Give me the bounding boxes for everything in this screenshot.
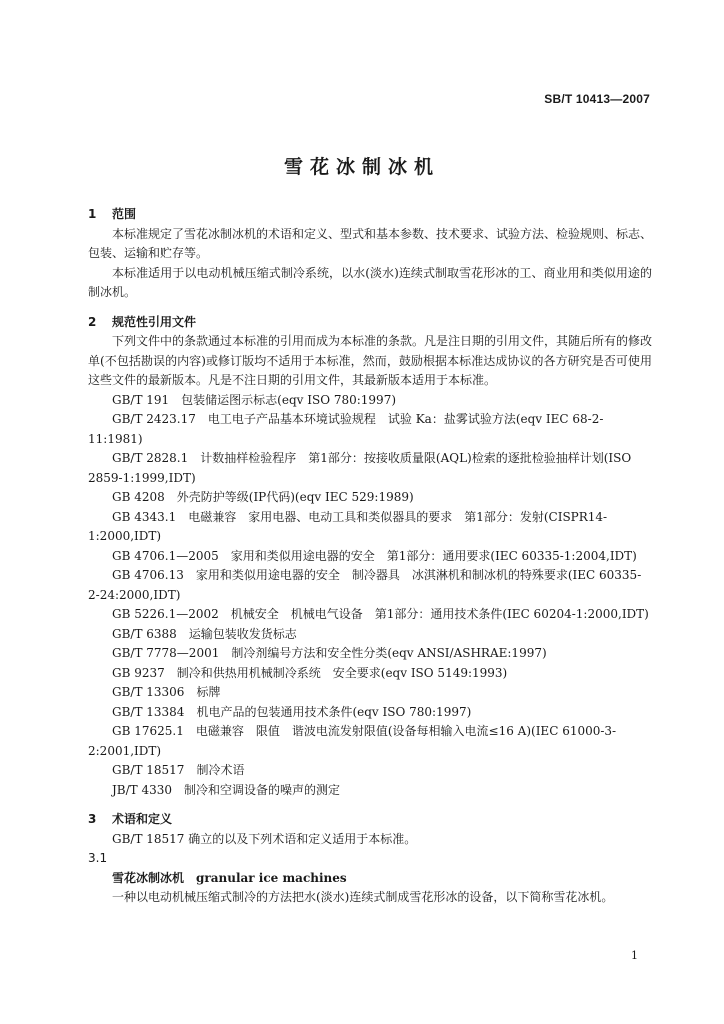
- paragraph: 下列文件中的条款通过本标准的引用而成为本标准的条款。凡是注日期的引用文件，其随后所有的修改单(不包括勘误的内容)或修订版均不适用于本标准，然而，鼓励根据本标准达成协议的各方研究是否可使用这些文件的最新版本。凡是不注日期的引用文件，其最新版本适用于本标准。: [88, 334, 653, 387]
- term-entry: [88, 869, 652, 889]
- section-number: 3: [88, 812, 97, 826]
- reference-item: GB 4706.1—2005 家用和类似用途电器的安全 第1部分：通用要求(IEC 60335-1:2004,IDT): [112, 548, 637, 563]
- paragraph: 本标准规定了雪花冰制冰机的术语和定义、型式和基本参数、技术要求、试验方法、检验规则、标志、包装、运输和贮存等。: [88, 226, 653, 260]
- term-definition: 一种以电动机械压缩式制冷的方法把水(淡水)连续式制成雪花形冰的设备，以下简称雪花冰机。: [112, 890, 614, 904]
- reference-item: GB 5226.1—2002 机械安全 机械电气设备 第1部分：通用技术条件(IEC 60204-1:2000,IDT): [112, 607, 649, 621]
- reference-item: GB/T 18517 制冷术语: [112, 763, 245, 777]
- term-english: granular ice machines: [196, 870, 347, 885]
- paragraph: GB/T 18517 确立的以及下列术语和定义适用于本标准。: [112, 831, 417, 846]
- section-number: 2: [88, 314, 97, 329]
- reference-item: GB 4343.1 电磁兼容 家用电器、电动工具和类似器具的要求 第1部分：发射(CISPR14-1:2000,IDT): [88, 509, 608, 543]
- reference-item: GB 4208 外壳防护等级(IP代码)(eqv IEC 529:1989): [112, 490, 414, 504]
- reference-item: GB/T 6388 运输包装收发货标志: [112, 626, 297, 641]
- section-number: 1: [88, 207, 97, 221]
- reference-item: GB 4706.13 家用和类似用途电器的安全 制冷器具 冰淇淋机和制冰机的特殊要求(IEC 60335-2-24:2000,IDT): [88, 568, 642, 602]
- reference-item: GB/T 13306 标牌: [112, 685, 221, 699]
- term-chinese: 雪花冰制冰机: [112, 870, 185, 885]
- reference-item: JB/T 4330 制冷和空调设备的噪声的测定: [112, 782, 341, 797]
- reference-item: GB/T 13384 机电产品的包装通用技术条件(eqv ISO 780:1997): [112, 704, 472, 719]
- reference-item: GB/T 191 包装储运图示标志(eqv ISO 780:1997): [112, 392, 397, 407]
- section-title: 范围: [112, 207, 137, 221]
- section-3-heading: [88, 810, 652, 830]
- reference-item: GB/T 2423.17 电工电子产品基本环境试验规程 试验 Ka：盐雾试验方法(eqv IEC 68-2-11:1981): [88, 412, 604, 446]
- section-title: 规范性引用文件: [112, 314, 197, 329]
- reference-item: GB/T 2828.1 计数抽样检验程序 第1部分：按接收质量限(AQL)检索的逐批检验抽样计划(ISO 2859-1:1999,IDT): [88, 451, 632, 485]
- subsection-number: 3.1: [88, 851, 108, 865]
- section-1-heading: [88, 205, 652, 225]
- standard-code: SB/T 10413—2007: [544, 92, 650, 106]
- reference-item: GB/T 7778—2001 制冷剂编号方法和安全性分类(eqv ANSI/ASHRAE:1997): [112, 646, 547, 660]
- document-body: [88, 205, 652, 908]
- reference-item: GB 9237 制冷和供热用机械制冷系统 安全要求(eqv ISO 5149:1993): [112, 665, 508, 680]
- reference-item: GB 17625.1 电磁兼容 限值 谐波电流发射限值(设备每相输入电流≤16 A)(IEC 61000-3-2:2001,IDT): [88, 724, 617, 758]
- section-2-heading: [88, 313, 652, 333]
- page-title: 雪花冰制冰机: [283, 156, 440, 178]
- paragraph: 本标准适用于以电动机械压缩式制冷系统，以水(淡水)连续式制取雪花形冰的工、商业用和类似用途的制冰机。: [88, 265, 652, 299]
- page-number: 1: [631, 949, 638, 962]
- section-title: 术语和定义: [112, 812, 173, 826]
